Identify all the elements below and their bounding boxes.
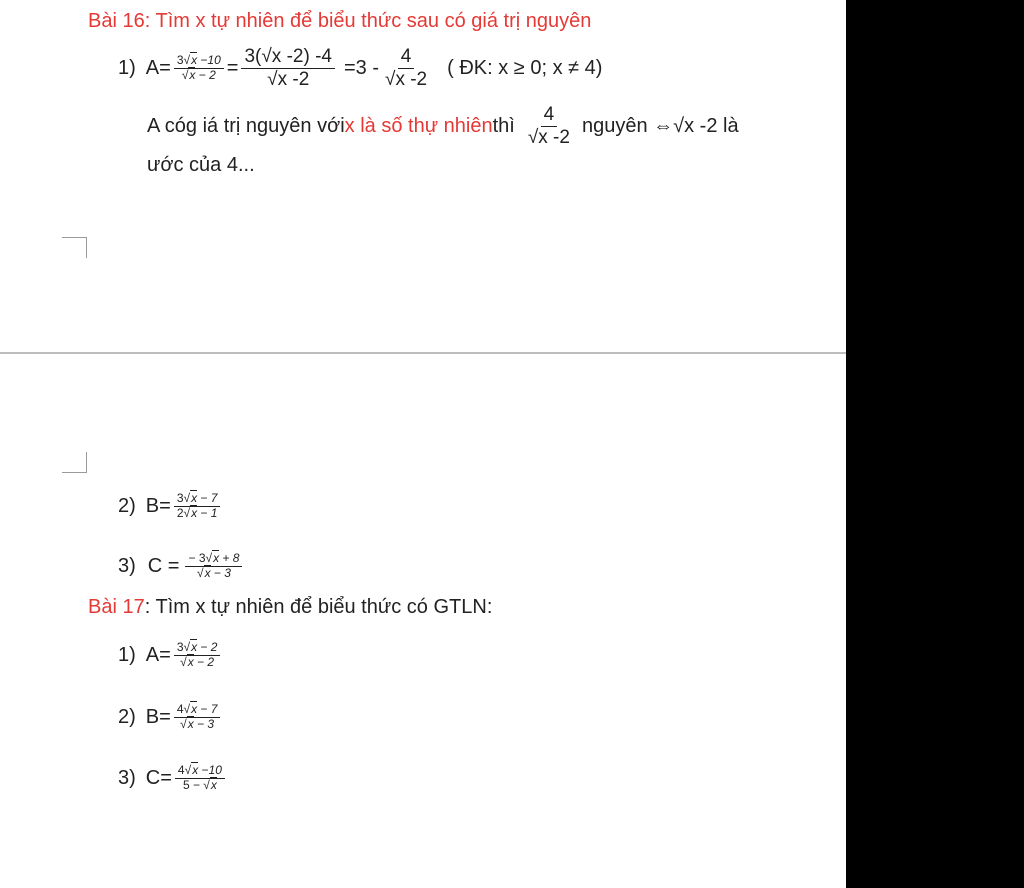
expr-lhs: C= [145,766,172,789]
fraction-b [174,703,221,732]
fraction-denominator: √x − 2 [180,654,215,669]
fraction-b [174,492,221,521]
fraction-four-over [525,104,573,149]
fraction-denominator: √x − 2 [181,67,216,82]
fraction-remainder [382,46,430,91]
explain-text-1: A cóg iá trị nguyên với [147,114,345,137]
fraction-denominator: 2√x − 1 [176,505,218,520]
bai16-item3 [118,540,245,592]
fraction-denominator: √x -2 [385,68,428,90]
expr-lhs: B= [145,494,171,517]
fraction-numerator: 4√x − 7 [174,703,221,718]
explanation-line [147,96,739,156]
bai17-item2 [118,690,223,744]
equals-sign: = [226,56,239,79]
fraction-c [185,552,242,581]
fraction-denominator: 5 − √x [182,777,217,792]
explain-text-4: nguyên ⇔√x -2 là [581,114,739,137]
bai16-label: Bài 16 [88,10,145,32]
item-number: 3) [118,766,136,789]
bai16-item2 [118,480,223,532]
fraction-denominator: √x -2 [527,126,570,148]
bai17-heading [88,596,492,619]
fraction-numerator: 4√x −10 [175,764,225,779]
crop-mark-bottom [62,452,87,473]
fraction-numerator: 4 [541,104,558,127]
fraction-denominator: √x − 3 [196,565,231,580]
item-number: 2) [118,494,136,517]
fraction-numerator: 3√x − 2 [174,641,221,656]
explain-text-red: x là số thự nhiên [344,114,493,137]
bai16-item1 [118,36,602,100]
fraction-original [174,54,224,83]
item-number: 1) [118,643,136,666]
fraction-rewritten [241,46,335,91]
bai16-heading [88,10,591,33]
fraction-denominator: √x − 3 [180,716,215,731]
fraction-numerator: 4 [398,46,415,69]
explain-text-3: thì [492,114,515,137]
bai17-title: : Tìm x tự nhiên để biểu thức có GTLN: [144,596,493,618]
expr-lhs: C = [147,554,180,577]
expr-lhs: A= [145,56,171,79]
condition-text: ( ĐK: x ≥ 0; x ≠ 4) [447,56,603,79]
fraction-numerator: − 3√x + 8 [185,552,242,567]
equals-three-minus: =3 - [343,56,380,79]
fraction-c [175,764,225,793]
crop-mark-top [62,237,87,258]
explanation-line-2 [147,154,255,177]
item-number: 2) [118,705,136,728]
page-divider [0,352,846,354]
black-side-panel [846,0,1024,888]
fraction-numerator: 3(√x -2) -4 [241,46,335,69]
bai16-title: : Tìm x tự nhiên để biểu thức sau có giá trị nguyên [144,10,592,32]
item-number: 3) [118,554,136,577]
explain-text-5: ước của 4... [147,154,255,176]
bai17-label: Bài 17 [88,596,145,618]
bai17-item3 [118,750,228,806]
fraction-numerator: 3√x −10 [174,54,224,69]
bai17-item1 [118,628,223,682]
fraction-a [174,641,221,670]
fraction-numerator: 3√x − 7 [174,492,221,507]
expr-lhs: A= [145,643,171,666]
fraction-denominator: √x -2 [267,68,310,90]
expr-lhs: B= [145,705,171,728]
item-number: 1) [118,56,136,79]
